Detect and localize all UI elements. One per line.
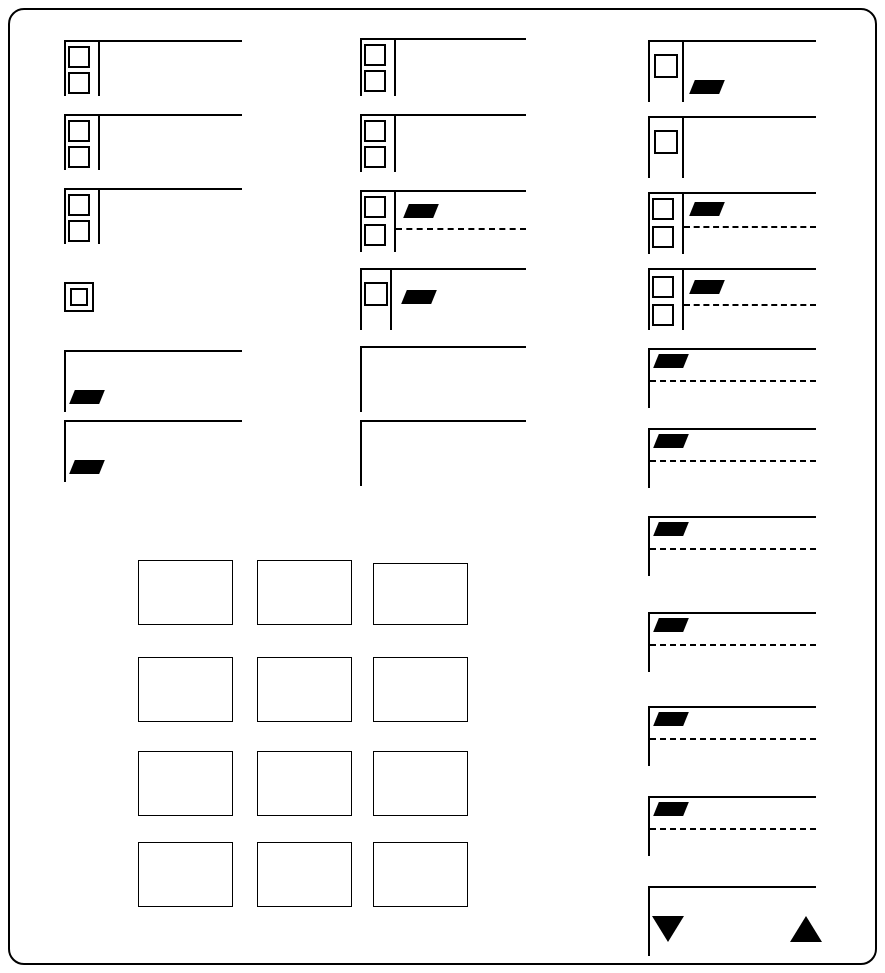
- right-item-5-beam: [653, 354, 689, 368]
- middle-item-3-box-bottom: [364, 224, 386, 246]
- right-item-9-dashed-rule: [650, 738, 816, 740]
- middle-item-5-rule: [360, 346, 526, 348]
- right-item-4-beam: [689, 280, 725, 294]
- left-item-1-box-top: [68, 46, 90, 68]
- right-item-4-box-bottom: [652, 304, 674, 326]
- grid-cell[interactable]: [257, 842, 352, 907]
- right-item-2-stem: [648, 116, 650, 178]
- right-item-10-stem: [648, 796, 650, 856]
- left-item-1-stem-right: [98, 40, 100, 96]
- right-item-3-box-top: [652, 198, 674, 220]
- right-item-7-stem: [648, 516, 650, 576]
- right-item-4-box-top: [652, 276, 674, 298]
- right-item-1-rule: [648, 40, 816, 42]
- middle-item-4-stem-right: [390, 268, 392, 330]
- middle-item-4-beam: [401, 290, 437, 304]
- middle-item-3-beam: [403, 204, 439, 218]
- grid-cell[interactable]: [138, 657, 233, 722]
- middle-item-4-rule: [360, 268, 526, 270]
- middle-item-1-stem-right: [394, 38, 396, 96]
- middle-item-2-stem-right: [394, 114, 396, 172]
- middle-item-3-stem: [360, 190, 362, 252]
- middle-item-5-stem: [360, 346, 362, 412]
- left-item-2-rule: [64, 114, 242, 116]
- right-item-3-beam: [689, 202, 725, 216]
- triangle-down-icon[interactable]: [652, 916, 684, 942]
- middle-item-2-box-bottom: [364, 146, 386, 168]
- right-item-9-stem: [648, 706, 650, 766]
- left-item-6-stem: [64, 420, 66, 482]
- middle-item-3-stem-right: [394, 190, 396, 252]
- left-item-1-stem: [64, 40, 66, 96]
- middle-item-6-rule: [360, 420, 526, 422]
- left-item-3-box-bottom: [68, 220, 90, 242]
- right-item-10-rule: [648, 796, 816, 798]
- right-item-1-beam: [689, 80, 725, 94]
- right-item-10-dashed-rule: [650, 828, 816, 830]
- right-item-7-beam: [653, 522, 689, 536]
- left-item-2-stem: [64, 114, 66, 170]
- left-item-5-rule: [64, 350, 242, 352]
- grid-cell[interactable]: [138, 560, 233, 625]
- right-item-3-stem: [648, 192, 650, 254]
- grid-cell[interactable]: [257, 560, 352, 625]
- left-item-1-rule: [64, 40, 242, 42]
- middle-item-1-rule: [360, 38, 526, 40]
- page-frame: [8, 8, 877, 965]
- left-item-2-stem-right: [98, 114, 100, 170]
- grid-cell[interactable]: [138, 842, 233, 907]
- grid-cell[interactable]: [373, 657, 468, 722]
- grid-cell[interactable]: [257, 657, 352, 722]
- right-item-6-dashed-rule: [650, 460, 816, 462]
- right-item-3-rule: [648, 192, 816, 194]
- grid-cell[interactable]: [257, 751, 352, 816]
- left-item-3-stem: [64, 188, 66, 244]
- middle-item-4-box: [364, 282, 388, 306]
- right-item-6-stem: [648, 428, 650, 488]
- left-item-2-box-bottom: [68, 146, 90, 168]
- middle-item-4-stem: [360, 268, 362, 330]
- right-item-3-stem-right: [682, 192, 684, 254]
- right-item-6-rule: [648, 428, 816, 430]
- right-item-5-dashed-rule: [650, 380, 816, 382]
- right-item-2-rule: [648, 116, 816, 118]
- middle-item-2-box-top: [364, 120, 386, 142]
- left-item-2-box-top: [68, 120, 90, 142]
- left-item-3-stem-right: [98, 188, 100, 244]
- left-item-3-rule: [64, 188, 242, 190]
- right-item-1-stem-right: [682, 40, 684, 102]
- right-item-5-rule: [648, 348, 816, 350]
- middle-item-1-stem: [360, 38, 362, 96]
- middle-item-2-rule: [360, 114, 526, 116]
- right-item-4-stem: [648, 268, 650, 330]
- triangle-up-icon[interactable]: [790, 916, 822, 942]
- right-item-8-dashed-rule: [650, 644, 816, 646]
- middle-item-1-box-bottom: [364, 70, 386, 92]
- grid-cell[interactable]: [373, 563, 468, 625]
- right-item-9-beam: [653, 712, 689, 726]
- right-item-11-stem: [648, 886, 650, 956]
- right-item-8-beam: [653, 618, 689, 632]
- left-item-4-inner-box: [70, 288, 88, 306]
- right-item-7-rule: [648, 516, 816, 518]
- middle-item-3-box-top: [364, 196, 386, 218]
- left-item-5-stem: [64, 350, 66, 412]
- left-item-3-box-top: [68, 194, 90, 216]
- grid-cell[interactable]: [138, 751, 233, 816]
- right-item-6-beam: [653, 434, 689, 448]
- right-item-9-rule: [648, 706, 816, 708]
- middle-item-2-stem: [360, 114, 362, 172]
- right-item-3-box-bottom: [652, 226, 674, 248]
- right-item-11-rule: [648, 886, 816, 888]
- middle-item-6-stem: [360, 420, 362, 486]
- left-item-1-box-bottom: [68, 72, 90, 94]
- right-item-8-stem: [648, 612, 650, 672]
- right-item-4-rule: [648, 268, 816, 270]
- right-item-1-stem: [648, 40, 650, 102]
- left-item-4-nested-box: [64, 282, 94, 312]
- right-item-8-rule: [648, 612, 816, 614]
- right-item-3-dashed-rule: [684, 226, 816, 228]
- grid-cell[interactable]: [373, 842, 468, 907]
- right-item-4-dashed-rule: [684, 304, 816, 306]
- right-item-10-beam: [653, 802, 689, 816]
- right-item-5-stem: [648, 348, 650, 408]
- right-item-1-box: [654, 54, 678, 78]
- right-item-7-dashed-rule: [650, 548, 816, 550]
- right-item-2-box: [654, 130, 678, 154]
- middle-item-1-box-top: [364, 44, 386, 66]
- grid-cell[interactable]: [373, 751, 468, 816]
- middle-item-3-dashed-rule: [396, 228, 526, 230]
- middle-item-3-rule: [360, 190, 526, 192]
- right-item-4-stem-right: [682, 268, 684, 330]
- left-item-6-beam: [69, 460, 105, 474]
- left-item-5-beam: [69, 390, 105, 404]
- right-item-2-stem-right: [682, 116, 684, 178]
- left-item-6-rule: [64, 420, 242, 422]
